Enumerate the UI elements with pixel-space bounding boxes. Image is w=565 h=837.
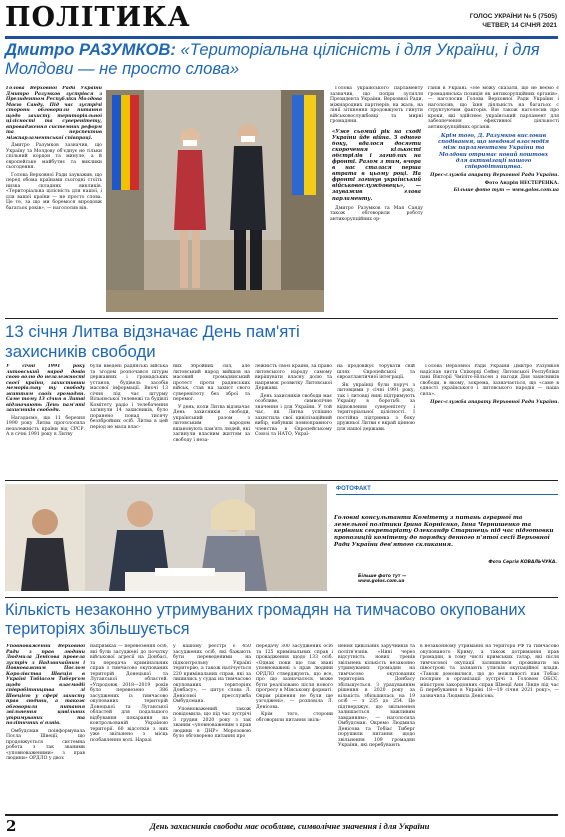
article2-headline: 13 січня Литва відзначає День пам'яті захисників свободи <box>5 322 300 361</box>
photofact-more-link[interactable]: Більше фото тут — www.golos.com.ua <box>358 574 407 585</box>
photofact-label-line <box>336 494 558 495</box>
divider <box>5 318 558 319</box>
article1-col2 <box>330 86 423 316</box>
paragraph: передачу 300 засуджених осіб та 125 кримінальних справ і провадження щодо 133 осіб. «Однак поки що так звані уповноважені з прав людини ОРДЛО стверджують, що все, про що зазначалося, може бути реалізовано після нового прогресу в Мінському форматі. Окрім рішення не були ще узгоджені», — розповіла Л. Денісова. <box>256 644 333 710</box>
paragraph: Голова українського парламенту зазначив, що попри зусилля Президента України, Верховної Ради, міжнародних партнерів, на жаль, на лінії зіткнення продовжують гинути військовослужбовці та мирні громадяни. <box>330 86 423 124</box>
photofact-credit: Фото Сергія КОВАЛЬЧУКА. <box>488 560 557 565</box>
article2-col4 <box>255 364 332 476</box>
photofact-caption: Головні консультанти Комітету з питань аграрної та земельної політики Ірина Корнієнко, Інна Чернишенко та керівник секретаріату Олександр Старинець під час підготовки пропозицій комітету до порядку денного п'ятої сесії Верховної Ради України дев'ятого скликання. <box>334 515 554 548</box>
footer-tagline: День захисників свободи має особливе, символічне значення і для України <box>150 821 430 831</box>
paragraph: День захисників свободи має особливе, символічне значення і для України. У той час, як Литва успішно захистила свої цивілізаційний вибір, набувши повноправного членства в Європейському Союзі та НАТО, Украї- <box>255 393 332 437</box>
divider <box>5 597 558 598</box>
article1-more-link[interactable]: Більше фото тут — www.golos.com.ua <box>453 188 559 194</box>
paragraph: Нагадаємо, що 11 березня 1990 року Литва проголосила незалежність країни від СРСР. А в січні 1991 року в Литву <box>6 415 85 437</box>
paragraph: Голова Верховної Ради України Дмитро Разумков надіслав листа Спікерці Сейму Литовської Республіки пані Вікторії Чмілітє-Нільсен з нагоди Дня захисників свободи, в якому, зокрема, зазначається, що «саме в єдності українського і литовського народів — наша сила». <box>420 364 559 397</box>
paragraph: Голова Верховної Ради зауважив, що перед обома країнами сьогодні стоїть низка складних викликів. «Територіальна цілісність для нашої, і для вашої країни — не просто слова. Це те, за що ми боремося впродовж багатьох років», — наголосив він. <box>6 172 102 211</box>
newspaper-issue: ГОЛОС УКРАЇНИ № 5 (7505) <box>469 13 557 20</box>
paragraph: лежність своєї країни, за право литовського народу самому вирішувати власну долю та напрямок розвитку Литовської Держави. <box>255 364 332 391</box>
article1-headline <box>5 40 555 78</box>
paragraph: ганів в Україні. «Не можу сказати, що не веємо є громадянська позиція як антикорупційних органів», — наголосив Голова Верховної Ради України і наголосив, що їхня діяльність на багатьох с структуючим факторів. Він також наголосив про кроки, які здійснює український парламент для забезпечення ефективної діяльності антикорупційних органів. <box>428 86 559 130</box>
article2-col6 <box>420 364 559 476</box>
article1-col3 <box>428 86 559 318</box>
article1-col1 <box>6 86 102 316</box>
article2-col3 <box>173 364 250 476</box>
paragraph: них збройних сил, але литовський народ вийшов на масовий громадянський протест проти радянських військ, став на захист свого суверенітету без зброї та перемог. <box>173 364 250 402</box>
article1-lead: Голова Верховної Ради України Дмитро Разумков зустрівся з Президентом Республіки Молдова Маєю Санду. Під час зустрічі сторони обговорили питання щодо захисту територіальної цілісності та суверенітету, впровадження системних реформ та перспектив міжпарламентської співпраці. <box>6 86 102 141</box>
paragraph: Дмитро Разумков та Мая Санду також обговорили роботу антикорупційних ор- <box>330 205 423 222</box>
paragraph: У день, коли Литва відзначає День захисників свободи, український разом з литовським народом вшановують пам'ять людей, які загинули власним життям за свободу і неза- <box>173 404 250 443</box>
meeting-photo <box>106 90 324 312</box>
page-number: 2 <box>6 817 17 835</box>
article2-col5 <box>337 364 415 476</box>
article3-col3 <box>173 644 251 810</box>
paragraph: Як українці були поруч з литовцями у січні 1991 року, так і литовці нині підтримують Україну в боротьбі за відновлення суверенітету і територіальної цілісності. І постійна підтримка з боку дружньої Литви є вкрай цінною для нашої держави. <box>337 382 415 432</box>
paragraph: були введені радянські війська та згодом розпочався штурм державних і громадських установ, будівель засобів масової інформації. Вночі 13 січня під час штурму Вільнюської телевежі та будівлі Комітету радіо і телебачення загинули 14 захисників, було поранено понад тисячу беззбройних осіб. Литва в цей період не мала влас- <box>90 364 168 430</box>
footer-rule <box>5 814 558 816</box>
paragraph: в незаконному утриманні на території РФ та тимчасово окупованого Криму, а також дотримання прав громадян, в тому числі кримських татар, які після тимчасової окупації залишилися проживати на півострові та зазнають утисків окупаційної влади. «Також домовилися, що до можливості пан Тобіас поспріяє в організації зустрічі з Головою ОБСЄ, міністром закордонних справ Швеції Анн Лінде під час її перебування в Україні 18—19 січня 2021 року», — зазначила Людмила Денісова. <box>420 644 559 699</box>
header-rule <box>5 36 558 39</box>
article3-col1 <box>6 644 85 810</box>
article1-pullquote: «Уже сьомий рік на сході України йде війна. З одного боку, вдалося досягти скорочення кількості обстрілів і загиблих на фронті. Разом з тим, вчора в нас сталася перша втрата в цьому році. На фронті загинув український військовослужбовець», — зауважив глава парламенту. <box>332 128 421 202</box>
paragraph: Уповноважений також повідомила, що під час зустрічі 3 грудня 2020 року з так званим «уповноваженим з прав людини в ДНР» Морозовою було обговорено питання про <box>173 706 251 739</box>
article1-quote-blue: Крім того, Д. Разумков висловив сподівання, що невдовзі взаємодія між парламентами України та Молдови отримає новий поштовх для активізації нашого співробітництва. <box>438 133 549 171</box>
committee-photo <box>5 484 327 591</box>
article3-col5 <box>338 644 415 810</box>
headline-quote: «Територіальна цілісність і для України, і для Молдови — не просто слова» <box>5 40 540 78</box>
article3-col6 <box>420 644 559 810</box>
paragraph: на продовжує торувати свій шлях Європейської та євроатлантичної інтеграції. <box>337 364 415 380</box>
issue-date: ЧЕТВЕР, 14 СІЧНЯ 2021 <box>482 22 557 29</box>
photofact-label: ФОТОФАКТ <box>336 486 371 492</box>
article3-col2 <box>90 644 168 810</box>
article1-photo <box>106 90 324 312</box>
divider <box>5 480 558 481</box>
article1-credit-photo: Фото Андрія НЕСТЕРЕНКА. <box>484 180 559 186</box>
paragraph: напрямках — перевезення осіб, які були засуджені до початку військової агресії на Донбасі, та передача кримінальних справ з тимчасово окупованих територій Донецької та Луганської областей. «Упродовж 2018—2019 років було перевезено 386 засуджених із тимчасово окупованих територій Донецької та Луганської областей для подальшого відбування покарання на контрольованій Україною території. 60 відсотків з них уже звільнено з місць позбавлення волі. Наразі <box>90 644 168 743</box>
article3-headline: Кількість незаконно утримуваних громадян на тимчасово окупованих територіях збільшується <box>5 601 526 638</box>
article3-col4 <box>256 644 333 810</box>
article2-col2 <box>90 364 168 476</box>
article1-credit-press: Прес-служба апарату Верховної Ради України. <box>430 173 559 179</box>
paragraph: Омбудсман поінформувала Посла Швеції, що продовжується системна робота з так званими «уповноваженими» з прав людини» ОРДЛО у двох <box>6 728 85 761</box>
paragraph: у нашому реєстрі є 450 засуджених осіб, які бажають бути переведеними на підконтрольну Україні територію, а також налічується 220 кримінальних справ, які за лишились у судах на тимчасово окупованих територіях Донбасу», — цитує слова Л. Денісової пресслужба Омбудсмана. <box>173 644 251 704</box>
headline-author: Дмитро РАЗУМКОВ: <box>5 40 176 59</box>
photofact-photo <box>5 484 327 591</box>
article2-col1 <box>6 364 85 476</box>
paragraph: Дмитро Разумков зазначив, що Україну та Молдову об'єднує не тільки спільний кордон та минуле, а й європейське майбутнє та виклики сьогодення. <box>6 143 102 170</box>
article2-credit: Прес-служба апарату Верховної Ради України. <box>430 400 559 405</box>
article2-lead: У січні 1991 року литовський народ довів свою волю до незалежності своєї країни, захистивши меморіальну ту свободу життям своїх громадян. Саме тому 13 січня в Литві відзначають День пам'яті захисників свободи. <box>6 364 85 413</box>
paragraph: нення цивільних заручників та політв'язнів. «Нині через відсутність нових тренів звільнень кількість незаконно утримуваних громадян на тимчасово окупованих територіях Донбасу збільшується. З урахуванням рішення в 2020 року за кількість збільшилась на 19 осіб — з 235 до 254. Це підтверджує, що звільнення залишається важливим завданням», — наголосила Омбудсман. Окремо Людмила Денісова та Тобіас Тиберг порушили питання щодо звільнення 109 громадян України, які перебувають <box>338 644 415 748</box>
section-title: ПОЛІТИКА <box>5 2 191 33</box>
paragraph: Крім того, сторони обговорили питання звіль- <box>256 712 333 723</box>
article3-lead: Уповноважений Верховної Ради з прав людини Людмила Денісова провела зустріч з Надзвичайним і Повноважним Послом Королівства Швеція в Україні Тобіасом Тиберґом щодо взаємодії співробітництва зі Швецією у сфері захисту прав людини, а також обговорили питання звільнення цивільних утримуваних та політичних в'язнів. <box>6 644 85 726</box>
